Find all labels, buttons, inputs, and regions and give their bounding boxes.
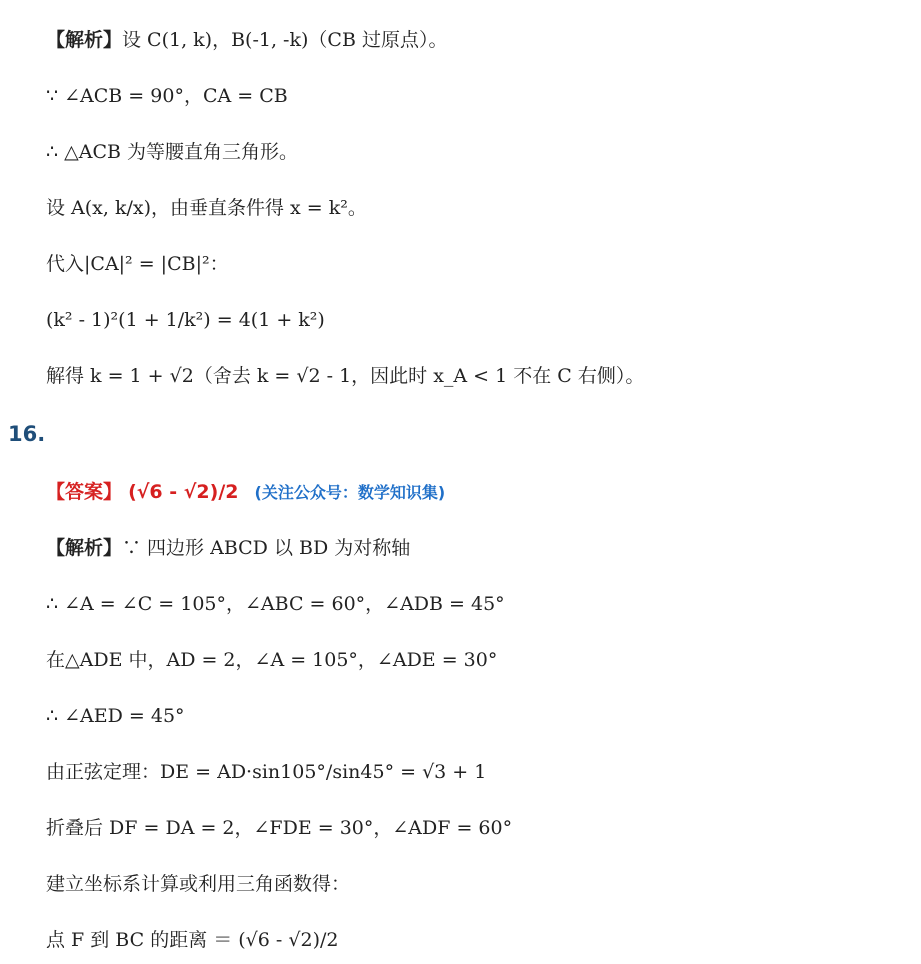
solution-line: ∵ ∠ACB = 90°，CA = CB	[46, 85, 288, 107]
analysis-step: 由正弦定理：DE = AD·sin105°/sin45° = √3 + 1	[46, 761, 487, 783]
answer-value: (√6 - √2)/2	[128, 481, 239, 503]
solution-line: (k² - 1)²(1 + 1/k²) = 4(1 + k²)	[46, 309, 325, 331]
analysis-step: ∴ ∠A = ∠C = 105°，∠ABC = 60°，∠ADB = 45°	[46, 593, 505, 615]
answer-line	[46, 478, 445, 507]
analysis-step: 折叠后 DF = DA = 2，∠FDE = 30°，∠ADF = 60°	[46, 817, 513, 839]
analysis-step: 点 F 到 BC 的距离 ＝ (√6 - √2)/2	[46, 929, 339, 951]
analysis-line	[46, 534, 410, 562]
analysis-label: 【解析】	[46, 537, 123, 559]
solution-line	[46, 26, 447, 54]
solution-line: ∴ △ACB 为等腰直角三角形。	[46, 141, 299, 163]
solution-line: 代入|CA|² = |CB|²：	[46, 253, 229, 275]
solution-line: 解得 k = 1 + √2（舍去 k = √2 - 1，因此时 x_A < 1 不在 C 右侧）。	[46, 365, 645, 387]
question-number: 16.	[8, 422, 46, 446]
analysis-step: 建立坐标系计算或利用三角函数得：	[46, 873, 351, 895]
analysis-intro: ∵ 四边形 ABCD 以 BD 为对称轴	[122, 537, 411, 559]
answer-label: 【答案】	[46, 481, 123, 503]
solution-line: 设 A(x, k/x)，由垂直条件得 x = k²。	[46, 197, 367, 219]
analysis-label: 【解析】	[46, 29, 123, 51]
solution-text: 设 C(1, k)，B(-1, -k)（CB 过原点）。	[122, 29, 448, 51]
analysis-step: 在△ADE 中，AD = 2，∠A = 105°，∠ADE = 30°	[46, 649, 498, 671]
answer-note: (关注公众号：数学知识集)	[254, 483, 446, 502]
analysis-step: ∴ ∠AED = 45°	[46, 705, 185, 727]
